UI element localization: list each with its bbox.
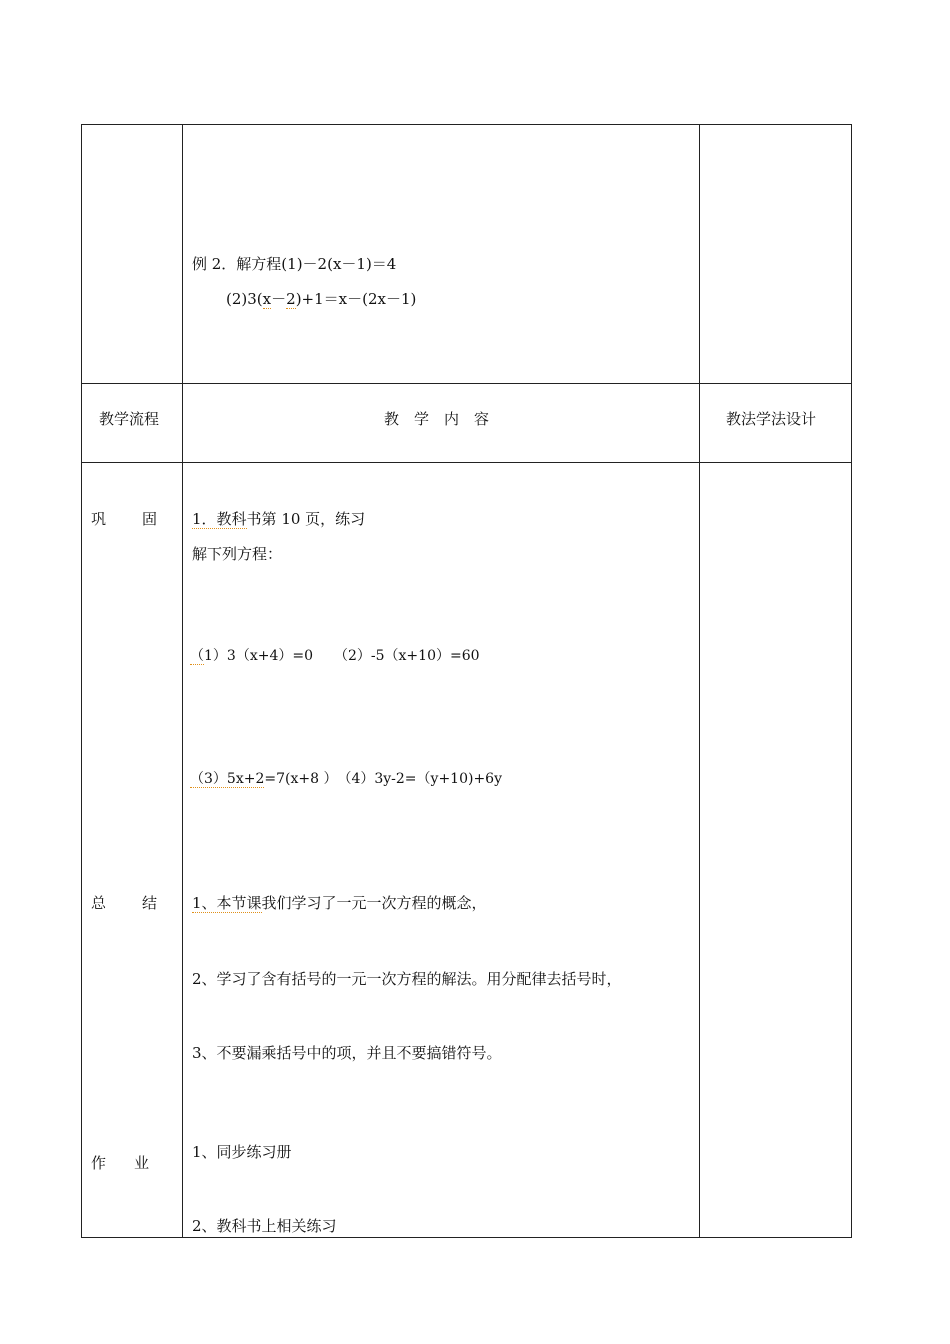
table-left-border bbox=[81, 124, 82, 1238]
equation-row-1-text: 1）3（x+4）=0 （2）-5（x+10）=60 bbox=[204, 648, 480, 664]
example2-line2-x: x bbox=[262, 290, 272, 308]
column-divider-2 bbox=[699, 124, 700, 1238]
section-consolidate-char2: 固 bbox=[142, 510, 158, 528]
equation-row-1 bbox=[190, 645, 480, 665]
equation-row-1-paren: （ bbox=[190, 648, 204, 664]
example2-line2-minus: － bbox=[271, 290, 287, 308]
exercise-title bbox=[192, 508, 365, 529]
section-homework-char2: 业 bbox=[134, 1154, 150, 1172]
example2-line2-part-c: )+1＝x－(2x－1) bbox=[295, 290, 417, 308]
section-summary-char2: 结 bbox=[142, 894, 158, 912]
table-top-border bbox=[81, 124, 852, 125]
example2-line2-two: 2 bbox=[286, 290, 296, 308]
section-homework-char1: 作 bbox=[91, 1154, 107, 1172]
column-divider-1 bbox=[182, 124, 183, 1238]
example2-line1: 例 2．解方程(1)－2(x－1)＝4 bbox=[192, 255, 397, 273]
table-right-border bbox=[851, 124, 852, 1238]
equation-row-2 bbox=[190, 768, 502, 788]
exercise-title-part-a: 1．教科 bbox=[192, 510, 247, 528]
header-top-border bbox=[81, 383, 852, 384]
summary-item-2: 2、学习了含有括号的一元一次方程的解法。用分配律去括号时， bbox=[192, 970, 622, 988]
section-summary-char1: 总 bbox=[91, 894, 107, 912]
header-teaching-process: 教学流程 bbox=[99, 410, 160, 428]
summary-item-3: 3、不要漏乘括号中的项，并且不要搞错符号。 bbox=[192, 1044, 502, 1062]
summary-item-1-part-b: 我们学习了一元一次方程的概念， bbox=[261, 894, 487, 912]
equation-row-2-part-a: （3）5x+2 bbox=[190, 771, 265, 787]
section-consolidate-char1: 巩 bbox=[91, 510, 107, 528]
summary-item-1 bbox=[192, 892, 487, 913]
summary-item-1-part-a: 1、本节课 bbox=[192, 894, 262, 912]
header-teaching-content: 教 学 内 容 bbox=[384, 410, 490, 428]
example2-line2 bbox=[226, 288, 416, 309]
equation-row-2-part-b: =7(x+8 ） （4）3y-2=（y+10)+6y bbox=[264, 771, 502, 787]
table-bottom-border bbox=[81, 1237, 852, 1238]
homework-item-1: 1、同步练习册 bbox=[192, 1143, 292, 1161]
example2-line2-part-a: (2)3( bbox=[226, 290, 263, 308]
homework-item-2: 2、教科书上相关练习 bbox=[192, 1217, 337, 1235]
exercise-title-part-b: 书第 10 页，练习 bbox=[246, 510, 366, 528]
header-method-design: 教法学法设计 bbox=[726, 410, 817, 428]
header-bottom-border bbox=[81, 462, 852, 463]
exercise-subtitle: 解下列方程： bbox=[192, 545, 283, 563]
